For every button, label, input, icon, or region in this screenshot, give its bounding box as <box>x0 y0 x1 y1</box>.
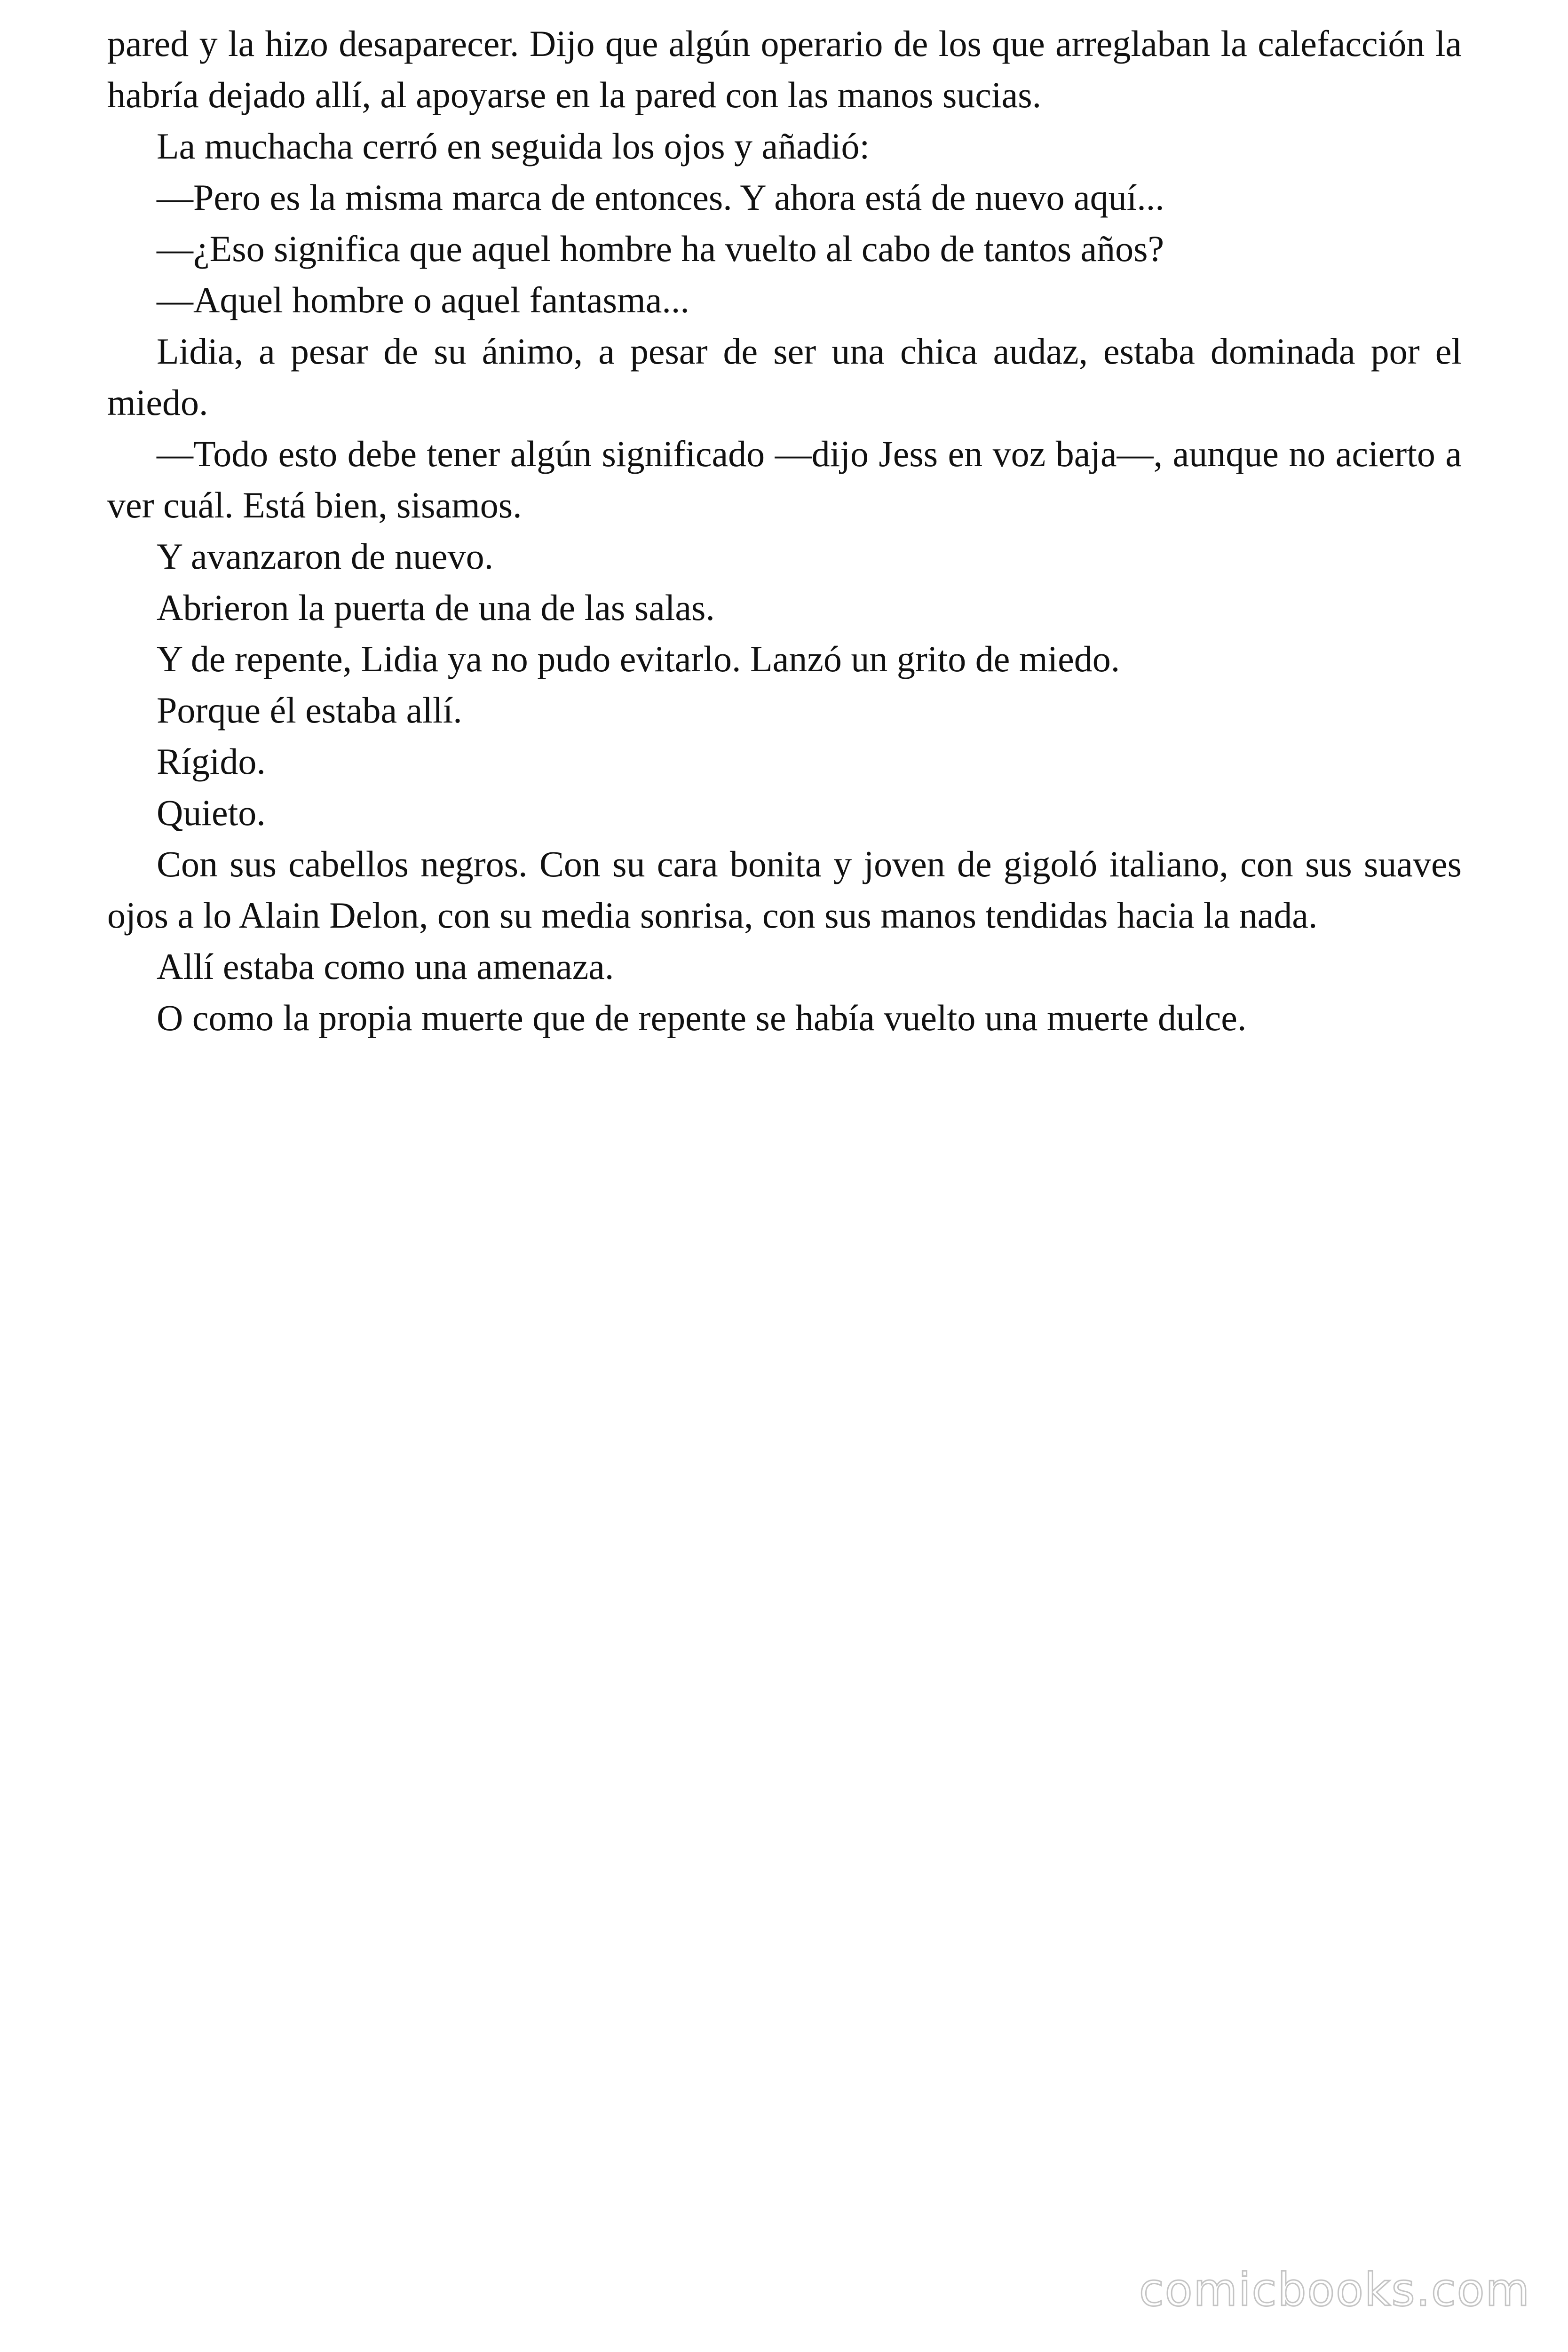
paragraph-6: Lidia, a pesar de su ánimo, a pesar de ser una chica audaz, estaba dominada por el miedo. <box>107 331 1462 423</box>
paragraph-12: Rígido. <box>157 741 266 782</box>
paragraph-13: Quieto. <box>157 792 266 833</box>
paragraph-9: Abrieron la puerta de una de las salas. <box>157 587 715 628</box>
paragraph-7: —Todo esto debe tener algún significado —dijo Jess en voz baja—, aunque no acierto a ver cuál. Está bien, sisamos. <box>107 433 1462 525</box>
paragraph-11: Porque él estaba allí. <box>157 690 462 731</box>
paragraph-1: pared y la hizo desaparecer. Dijo que algún operario de los que arreglaban la calefacción la habría dejado allí, al apoyarse en la pared con las manos sucias. <box>107 23 1462 115</box>
paragraph-2: La muchacha cerró en seguida los ojos y añadió: <box>157 126 870 167</box>
paragraph-10: Y de repente, Lidia ya no pudo evitarlo. Lanzó un grito de miedo. <box>157 638 1120 679</box>
paragraph-3: —Pero es la misma marca de entonces. Y ahora está de nuevo aquí... <box>157 177 1164 218</box>
paragraph-15: Allí estaba como una amenaza. <box>157 946 614 987</box>
paragraph-8: Y avanzaron de nuevo. <box>157 536 494 577</box>
body-text <box>107 18 1462 1043</box>
paragraph-4: —¿Eso significa que aquel hombre ha vuelto al cabo de tantos años? <box>157 228 1164 269</box>
paragraph-16: O como la propia muerte que de repente se había vuelto una muerte dulce. <box>157 997 1247 1038</box>
watermark: comicbooks.com <box>1139 2264 1530 2316</box>
paragraph-5: —Aquel hombre o aquel fantasma... <box>157 279 689 320</box>
paragraph-14: Con sus cabellos negros. Con su cara bonita y joven de gigoló italiano, con sus suaves ojos a lo Alain Delon, con su media sonrisa, con sus manos tendidas hacia la nada. <box>107 843 1462 936</box>
